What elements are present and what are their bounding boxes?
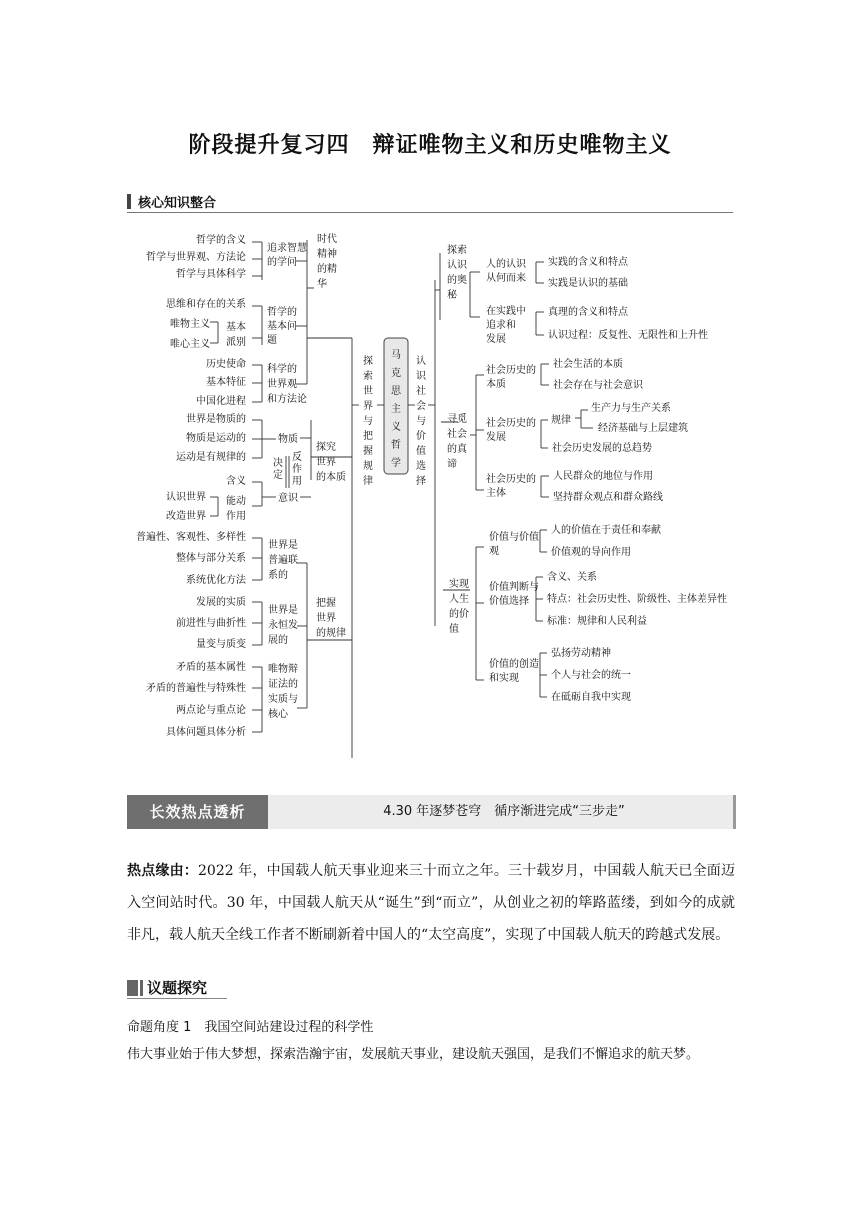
node-right_trunk: 认识社会与价值选择 (416, 356, 426, 487)
node-r_l2: 经济基础与上层建筑 (598, 423, 688, 434)
hot-reason-paragraph (127, 855, 735, 951)
node-r_c3: 在砥砺自我中实现 (551, 692, 631, 703)
node-l_m1: 世界是物质的 (186, 414, 246, 425)
node-l_ide: 唯心主义 (170, 339, 210, 350)
section-block-icon (127, 980, 138, 996)
node-l_dl2: 矛盾的普遍性与特殊性 (146, 683, 246, 694)
node-l_d1: 发展的实质 (196, 597, 246, 608)
node-l_d2: 前进性与曲折性 (176, 618, 246, 629)
node-r_cog: 探索认识的奥秘 (447, 245, 467, 301)
node-r_t1: 真理的含义和特点 (548, 307, 628, 318)
node-l_sci_wv: 科学的世界观和方法论 (267, 364, 307, 405)
node-l_matter: 物质 (278, 434, 298, 445)
node-r_truth: 在实践中追求和发展 (486, 306, 526, 345)
node-r_e1: 社会生活的本质 (553, 359, 623, 370)
node-l_ability: 能动作用 (226, 496, 246, 522)
node-l_bp: 基本派别 (226, 322, 246, 348)
node-l_conn: 世界是普遍联系的 (268, 540, 298, 581)
node-l_grasp: 把握世界的规律 (316, 598, 346, 639)
node-l_basic_q: 哲学的基本问题 (267, 307, 297, 346)
node-l_hm: 历史使命 (206, 359, 246, 370)
node-l_cn1: 普遍性、客观性、多样性 (136, 532, 246, 543)
node-l_m3: 运动是有规律的 (176, 452, 246, 463)
section2-underline (127, 998, 227, 999)
node-r_c2: 个人与社会的统一 (551, 670, 631, 681)
section2-label: 议题探究 (147, 979, 208, 997)
node-r_ess: 社会历史的本质 (486, 365, 536, 390)
section-bar-icon (127, 194, 131, 209)
node-r_o2: 实践是认识的基础 (548, 278, 628, 289)
node-r_sdev: 社会历史的发展 (486, 418, 536, 443)
node-l_dev: 世界是永恒发展的 (268, 605, 298, 646)
node-r_soc: 寻觅社会的真谛 (447, 414, 467, 470)
node-l_wm: 哲学与世界观、方法论 (146, 252, 246, 263)
section-header-topic (127, 978, 227, 1000)
node-l_a2: 改造世界 (166, 511, 206, 522)
node-l_era: 时代精神的精华 (317, 234, 337, 290)
node-r_v1: 人的价值在于责任和奉献 (551, 525, 661, 536)
node-l_cons: 意识 (278, 493, 298, 504)
node-r_v2: 价值观的导向作用 (551, 547, 631, 558)
hot-reason-label: 热点缘由： (127, 863, 198, 879)
node-r_e2: 社会存在与社会意识 (553, 380, 643, 391)
node-r_s2: 坚持群众观点和群众路线 (553, 492, 663, 503)
node-l_explore: 探究世界的本质 (316, 442, 346, 483)
node-r_subj: 社会历史的主体 (486, 474, 536, 499)
body-paragraph: 伟大事业始于伟大梦想，探索浩瀚宇宙，发展航天事业，建设航天强国，是我们不懈追求的航天梦。 (127, 1047, 700, 1062)
node-left_trunk: 探索世界与把握规律 (363, 356, 373, 487)
knowledge-mindmap (0, 220, 860, 760)
node-r_l1: 生产力与生产关系 (591, 403, 671, 414)
node-center: 马克思主义哲学 (391, 350, 401, 469)
hot-topic-banner (127, 795, 736, 829)
section-block-icon-2 (140, 980, 143, 996)
node-l_decide: 决定 (273, 458, 283, 481)
node-r_trend: 社会历史发展的总趋势 (552, 443, 652, 454)
node-r_o1: 实践的含义和特点 (548, 257, 628, 268)
node-l_react: 反作用 (292, 452, 302, 487)
node-r_origin: 人的认识从何而来 (486, 259, 526, 284)
page-title: 阶段提升复习四 辩证唯物主义和历史唯物主义 (188, 133, 672, 158)
node-l_cn3: 系统优化方法 (186, 575, 246, 586)
hot-reason-text: 2022 年，中国载人航天事业迎来三十而立之年。三十载岁月，中国载人航天已全面迈入空间站时代。30 年，中国载人航天从“诞生”到“而立”，从创业之初的筚路蓝缕，到如今的成就非凡，载人航天全线工作者不断刷新着中国人的“太空高度”，实现了中国载人航天的跨越式发展。 (127, 863, 736, 943)
node-l_sci: 哲学与具体科学 (176, 269, 246, 280)
node-l_c1: 含义 (226, 476, 246, 487)
question-angle: 命题角度 1 我国空间站建设过程的科学性 (127, 1020, 374, 1035)
node-l_bc: 基本特征 (206, 377, 246, 388)
banner-tag: 长效热点透析 (127, 795, 268, 829)
node-l_phil: 哲学的含义 (196, 235, 246, 246)
node-r_c1: 弘扬劳动精神 (551, 648, 611, 659)
node-r_j2: 特点：社会历史性、阶级性、主体差异性 (547, 594, 727, 605)
node-l_dial: 唯物辩证法的实质与核心 (268, 664, 298, 720)
node-l_m2: 物质是运动的 (186, 433, 246, 444)
node-l_wisdom: 追求智慧的学问 (267, 243, 307, 268)
node-l_dl3: 两点论与重点论 (176, 705, 246, 716)
node-l_dl4: 具体问题具体分析 (166, 727, 246, 738)
node-r_t2: 认识过程：反复性、无限性和上升性 (548, 330, 708, 341)
node-l_cn2: 整体与部分关系 (176, 553, 246, 564)
node-r_law: 规律 (551, 415, 571, 426)
section-label: 核心知识整合 (138, 196, 217, 211)
node-l_a1: 认识世界 (166, 492, 206, 503)
node-r_j3: 标准：规律和人民利益 (547, 616, 647, 627)
node-r_s1: 人民群众的地位与作用 (553, 471, 653, 482)
node-l_mat: 唯物主义 (170, 319, 210, 330)
node-r_vv: 价值与价值观 (489, 532, 539, 557)
node-l_d3: 量变与质变 (196, 639, 246, 650)
section-header-core (127, 192, 733, 213)
node-l_tm: 思维和存在的关系 (166, 299, 246, 310)
banner-subtitle: 4.30 年逐梦苍穹 循序渐进完成“三步走” (383, 804, 625, 819)
node-l_cp: 中国化进程 (196, 396, 246, 407)
node-r_life: 实现人生的价值 (449, 579, 469, 635)
node-r_create: 价值的创造和实现 (489, 659, 539, 684)
node-r_judge: 价值判断与价值选择 (489, 582, 539, 607)
node-r_j1: 含义、关系 (547, 572, 597, 583)
node-l_dl1: 矛盾的基本属性 (176, 662, 246, 673)
